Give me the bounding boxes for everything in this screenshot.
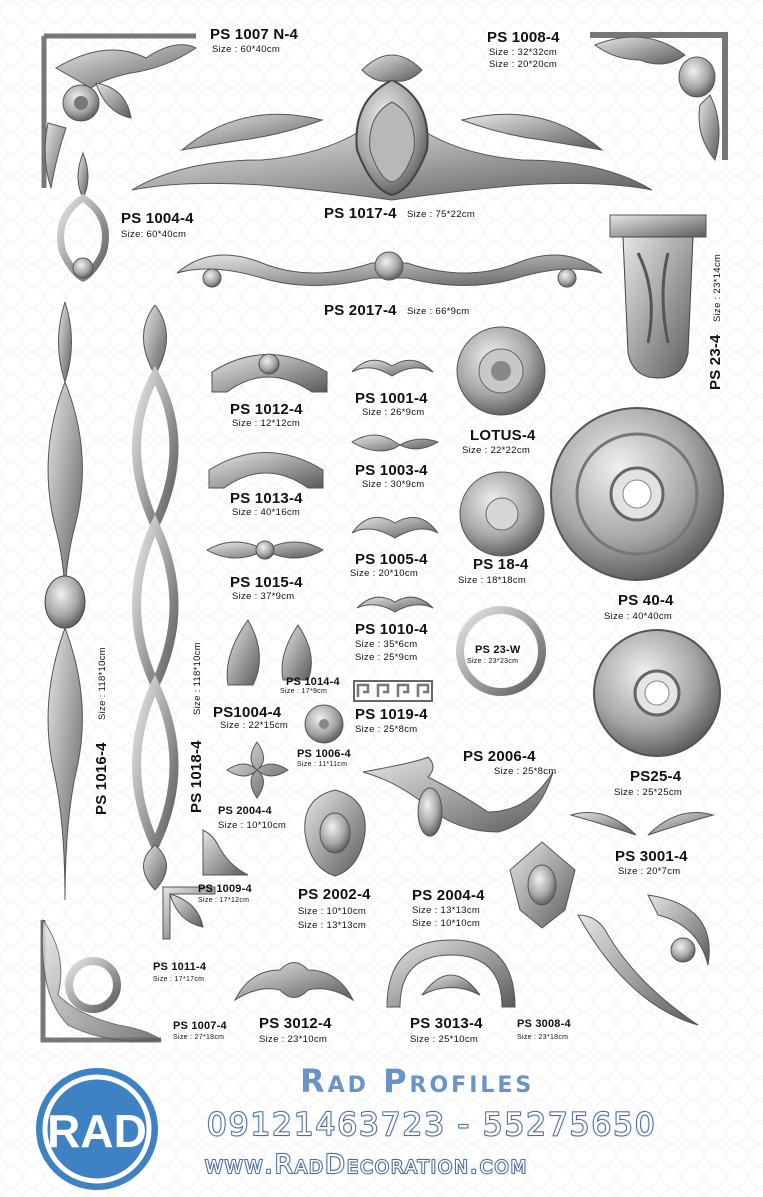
ps1010-code: PS 1010-4 <box>355 621 428 638</box>
ps3012-ornament <box>230 950 358 1008</box>
ps1003-ornament <box>350 428 440 456</box>
ps1015-size: Size : 37*9cm <box>232 591 295 602</box>
ps23-size: Size : 23*14cm <box>712 253 723 322</box>
ps3008-ornament <box>568 885 723 1035</box>
ps2002-size: Size : 10*10cm <box>298 906 367 917</box>
ps1009-code: PS 1009-4 <box>198 883 252 895</box>
ps3013-size: Size : 25*10cm <box>410 1034 479 1045</box>
ps1006-ornament <box>303 703 345 745</box>
ps3001-ornament <box>566 805 718 845</box>
ps1006-size: Size : 11*11cm <box>297 761 348 768</box>
ps1005-size: Size : 20*10cm <box>350 568 419 579</box>
ps1015-ornament <box>205 532 325 568</box>
ps1003-code: PS 1003-4 <box>355 462 428 479</box>
ps1019-size: Size : 25*8cm <box>355 724 418 735</box>
ps40-code: PS 40-4 <box>618 592 674 609</box>
rad-logo <box>33 1065 161 1193</box>
ps3013-ornament <box>382 935 520 1010</box>
ps1005-ornament <box>350 503 440 543</box>
ps1013-ornament <box>206 440 326 490</box>
ps1004b-size: Size : 22*15cm <box>220 720 289 731</box>
ps1016-size: Size : 118*10cm <box>97 647 108 720</box>
phone-numbers: 09121463723 - 55275650 <box>207 1107 657 1143</box>
ps1013-code: PS 1013-4 <box>230 490 303 507</box>
ps1010-size2: Size : 25*9cm <box>355 652 418 663</box>
ps1019-code: PS 1019-4 <box>355 706 428 723</box>
ps1004b-code: PS1004-4 <box>213 704 282 721</box>
ps3001-code: PS 3001-4 <box>615 848 688 865</box>
ps1013-size: Size : 40*16cm <box>232 507 301 518</box>
ps1017-code: PS 1017-4 <box>324 205 397 222</box>
ps23-ornament <box>608 213 708 383</box>
ps2017-ornament <box>172 233 607 298</box>
ps23w-code: PS 23-W <box>475 644 521 656</box>
ps1018-size: Size : 118*10cm <box>192 642 203 715</box>
brand-name: Rad Profiles <box>300 1062 535 1100</box>
lotus-size: Size : 22*22cm <box>462 445 531 456</box>
website-url: www.RadDecoration.com <box>205 1150 529 1180</box>
ps1008-code: PS 1008-4 <box>487 29 560 46</box>
ps18-size: Size : 18*18cm <box>458 575 527 586</box>
ps1012-code: PS 1012-4 <box>230 401 303 418</box>
ps1012-size: Size : 12*12cm <box>232 418 301 429</box>
ps1017-size: Size : 75*22cm <box>407 209 476 220</box>
ps1011-size: Size : 17*17cm <box>153 976 205 983</box>
ps1011-code: PS 1011-4 <box>153 961 207 973</box>
ps23w-size: Size : 23*23cm <box>467 658 519 665</box>
ps40-ornament <box>548 405 726 583</box>
ps1008-size2: Size : 20*20cm <box>489 59 558 70</box>
ps2004b-code: PS 2004-4 <box>412 887 485 904</box>
ps2002-size2: Size : 13*13cm <box>298 920 367 931</box>
ps1003-size: Size : 30*9cm <box>362 479 425 490</box>
ps1019-ornament <box>353 680 433 702</box>
rad-logo-text: RAD <box>47 1105 147 1157</box>
ps3013-code: PS 3013-4 <box>410 1015 483 1032</box>
ps18-code: PS 18-4 <box>473 556 529 573</box>
ps3012-size: Size : 23*10cm <box>259 1034 328 1045</box>
ps1017-ornament <box>122 40 662 205</box>
ps18-ornament <box>458 470 546 558</box>
ps23-code: PS 23-4 <box>707 334 724 390</box>
ps1014-code: PS 1014-4 <box>286 676 340 688</box>
ps25-code: PS25-4 <box>630 768 682 785</box>
ps3001-size: Size : 20*7cm <box>618 866 681 877</box>
ps1007b-code: PS 1007-4 <box>173 1020 227 1032</box>
ps3008-code: PS 3008-4 <box>517 1018 571 1030</box>
ps2004b-size: Size : 13*13cm <box>412 905 481 916</box>
ps2004a-ornament <box>225 740 290 800</box>
ps1001-size: Size : 26*9cm <box>362 407 425 418</box>
ps1009-ornament <box>198 825 253 880</box>
ps1009-size: Size : 17*12cm <box>198 897 250 904</box>
ps1010-ornament <box>355 588 435 616</box>
ps1001-code: PS 1001-4 <box>355 390 428 407</box>
ps2017-size: Size : 66*9cm <box>407 306 470 317</box>
ps2006-size: Size : 25*8cm <box>494 766 557 777</box>
ps1010-size: Size : 35*6cm <box>355 639 418 650</box>
ps1004a-code: PS 1004-4 <box>121 210 194 227</box>
ps1016-code: PS 1016-4 <box>93 742 110 815</box>
ps1007b-size: Size : 27*18cm <box>173 1034 225 1041</box>
ps1004a-size: Size: 60*40cm <box>121 229 187 240</box>
ps2017-code: PS 2017-4 <box>324 302 397 319</box>
ps40-size: Size : 40*40cm <box>604 611 673 622</box>
ps1007n-code: PS 1007 N-4 <box>210 26 299 43</box>
ps1016-ornament <box>38 302 93 902</box>
ps2006-code: PS 2006-4 <box>463 748 536 765</box>
ps1018-code: PS 1018-4 <box>188 740 205 813</box>
ps25-ornament <box>592 628 722 758</box>
ps3008-size: Size : 23*18cm <box>517 1034 569 1041</box>
ps1007n-size: Size : 60*40cm <box>212 44 281 55</box>
ps2004a-code: PS 2004-4 <box>218 805 272 817</box>
ps1008-size: Size : 32*32cm <box>489 47 558 58</box>
ps1015-code: PS 1015-4 <box>230 574 303 591</box>
lotus-ornament <box>455 325 547 417</box>
ps2004a-size: Size : 10*10cm <box>218 820 287 831</box>
ps2002-code: PS 2002-4 <box>298 886 371 903</box>
ps25-size: Size : 25*25cm <box>614 787 683 798</box>
ps2004b-size2: Size : 10*10cm <box>412 918 481 929</box>
lotus-code: LOTUS-4 <box>470 427 536 444</box>
ps1007b-ornament <box>38 915 166 1045</box>
ps1004a-ornament <box>48 148 118 288</box>
ps1012-ornament <box>207 342 332 397</box>
ps1014-size: Size : 17*9cm <box>280 688 328 695</box>
ps1005-code: PS 1005-4 <box>355 551 428 568</box>
ps3012-code: PS 3012-4 <box>259 1015 332 1032</box>
ps2002-ornament <box>300 788 370 878</box>
ps1001-ornament <box>350 352 435 380</box>
ps1018-ornament <box>118 305 193 890</box>
ps1006-code: PS 1006-4 <box>297 748 351 760</box>
